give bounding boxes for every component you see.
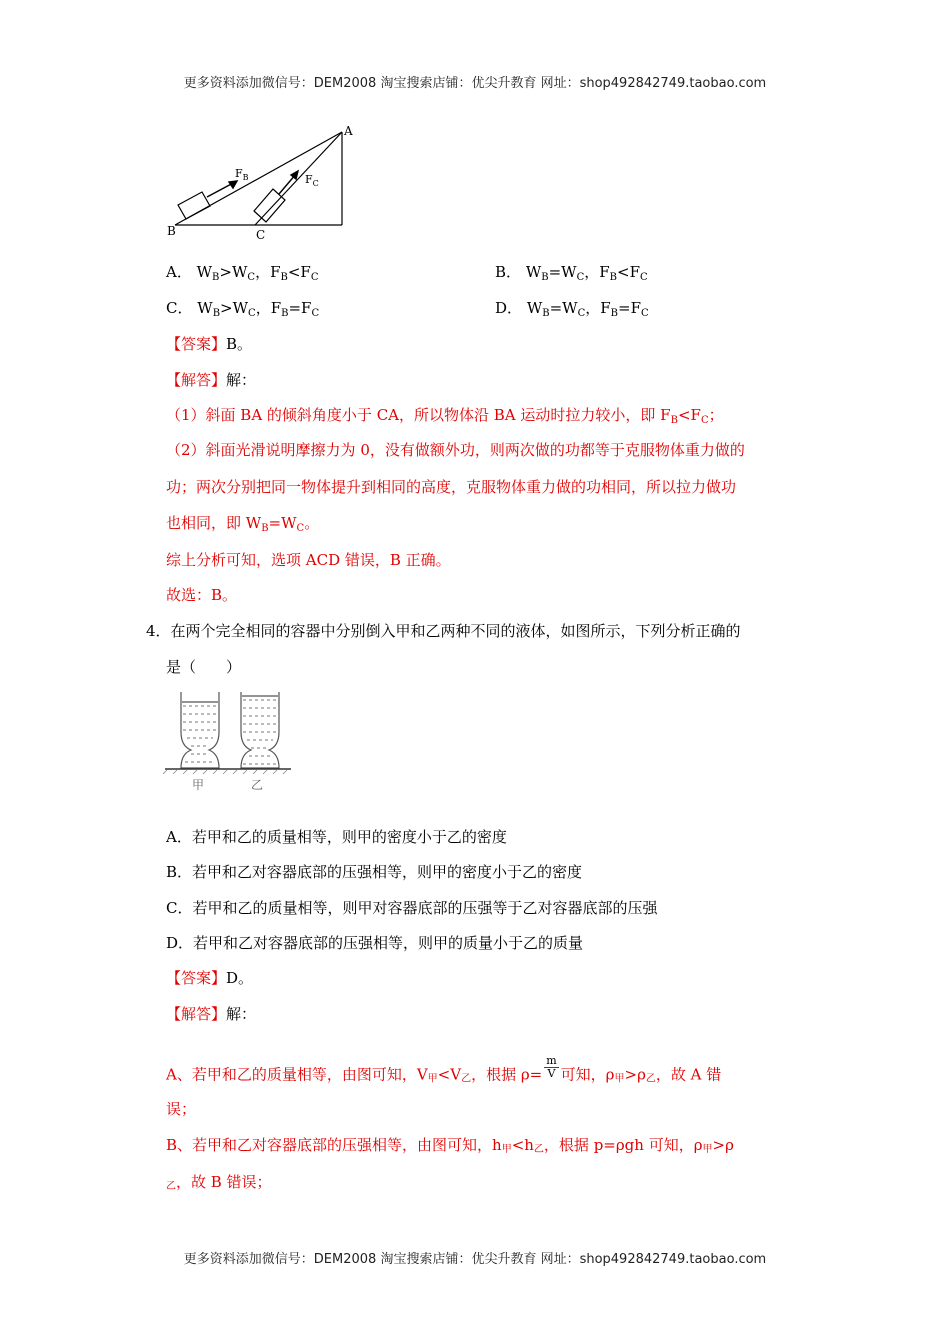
- page-footer: 更多资料添加微信号：DEM2008 淘宝搜索店铺：优尖升教育 网址：shop492842749.taobao.com: [183, 1252, 767, 1267]
- q4-analysis-a: A、若甲和乙的质量相等，由图可知，V甲<V乙，根据 ρ= $\frac{m}{V}$ 可知，ρ甲>ρ乙，故 A 错: [166, 1054, 722, 1085]
- q4-option-b: B．若甲和乙对容器底部的压强相等，则甲的密度小于乙的密度: [166, 863, 583, 881]
- label-a: A: [344, 124, 353, 138]
- incline-ca: [255, 132, 342, 225]
- arrow-fb: [229, 181, 237, 188]
- block-c: [254, 189, 285, 222]
- label-fc: $F_C$: [305, 173, 319, 188]
- q3-analysis-line4: 也相同，即 $W_B=W_C$。: [166, 514, 320, 534]
- block-b: [178, 192, 210, 219]
- q4-analysis-b-cont: 乙，故 B 错误；: [166, 1173, 272, 1192]
- q3-analysis-heading: 【解答】解：: [166, 371, 257, 389]
- q4-stem-line2: 是（ ）: [166, 658, 242, 676]
- q4-analysis-heading: 【解答】解：: [166, 1005, 257, 1023]
- container-right: [241, 692, 279, 768]
- label-fb: $F_B$: [235, 167, 249, 182]
- q3-answer: 【答案】B。: [166, 335, 253, 353]
- incline-diagram: [165, 122, 365, 244]
- label-b: B: [167, 224, 176, 238]
- q3-final: 故选：B。: [166, 586, 238, 604]
- label-jia: 甲: [192, 778, 205, 792]
- q3-analysis-line1: （1）斜面 BA 的倾斜角度小于 CA，所以物体沿 BA 运动时拉力较小，即 $F_B<F_C$；: [166, 406, 724, 426]
- q4-analysis-b: B、若甲和乙对容器底部的压强相等，由图可知，h甲<h乙，根据 p=ρgh 可知，ρ甲>ρ: [166, 1136, 734, 1155]
- q3-option-c: C． $W_B>W_C$，$F_B=F_C$: [166, 299, 320, 319]
- label-c: C: [256, 228, 266, 242]
- page-header: 更多资料添加微信号：DEM2008 淘宝搜索店铺：优尖升教育 网址：shop492842749.taobao.com: [183, 76, 767, 91]
- q4-option-d: D．若甲和乙对容器底部的压强相等，则甲的质量小于乙的质量: [166, 934, 584, 952]
- containers-diagram: [163, 688, 293, 794]
- q3-summary: 综上分析可知，选项 ACD 错误，B 正确。: [166, 551, 451, 569]
- q3-analysis-line2: （2）斜面光滑说明摩擦力为 0，没有做额外功，则两次做的功都等于克服物体重力做的: [166, 441, 745, 459]
- q3-analysis-line3: 功；两次分别把同一物体提升到相同的高度，克服物体重力做的功相同，所以拉力做功: [166, 478, 737, 496]
- q4-answer: 【答案】D。: [166, 969, 254, 987]
- q4-analysis-a-cont: 误；: [166, 1100, 197, 1118]
- q4-stem-line1: 4．在两个完全相同的容器中分别倒入甲和乙两种不同的液体，如图所示，下列分析正确的: [146, 622, 741, 640]
- q3-option-b: B． $W_B=W_C$，$F_B<F_C$: [495, 263, 648, 283]
- q4-option-a: A．若甲和乙的质量相等，则甲的密度小于乙的密度: [166, 828, 507, 846]
- q4-option-c: C．若甲和乙的质量相等，则甲对容器底部的压强等于乙对容器底部的压强: [166, 899, 658, 917]
- q3-option-a: A． $W_B>W_C$，$F_B<F_C$: [166, 263, 319, 283]
- label-yi: 乙: [251, 778, 264, 792]
- q3-option-d: D． $W_B=W_C$，$F_B=F_C$: [495, 299, 649, 319]
- density-fraction: $\frac{m}{V}$: [546, 1054, 557, 1080]
